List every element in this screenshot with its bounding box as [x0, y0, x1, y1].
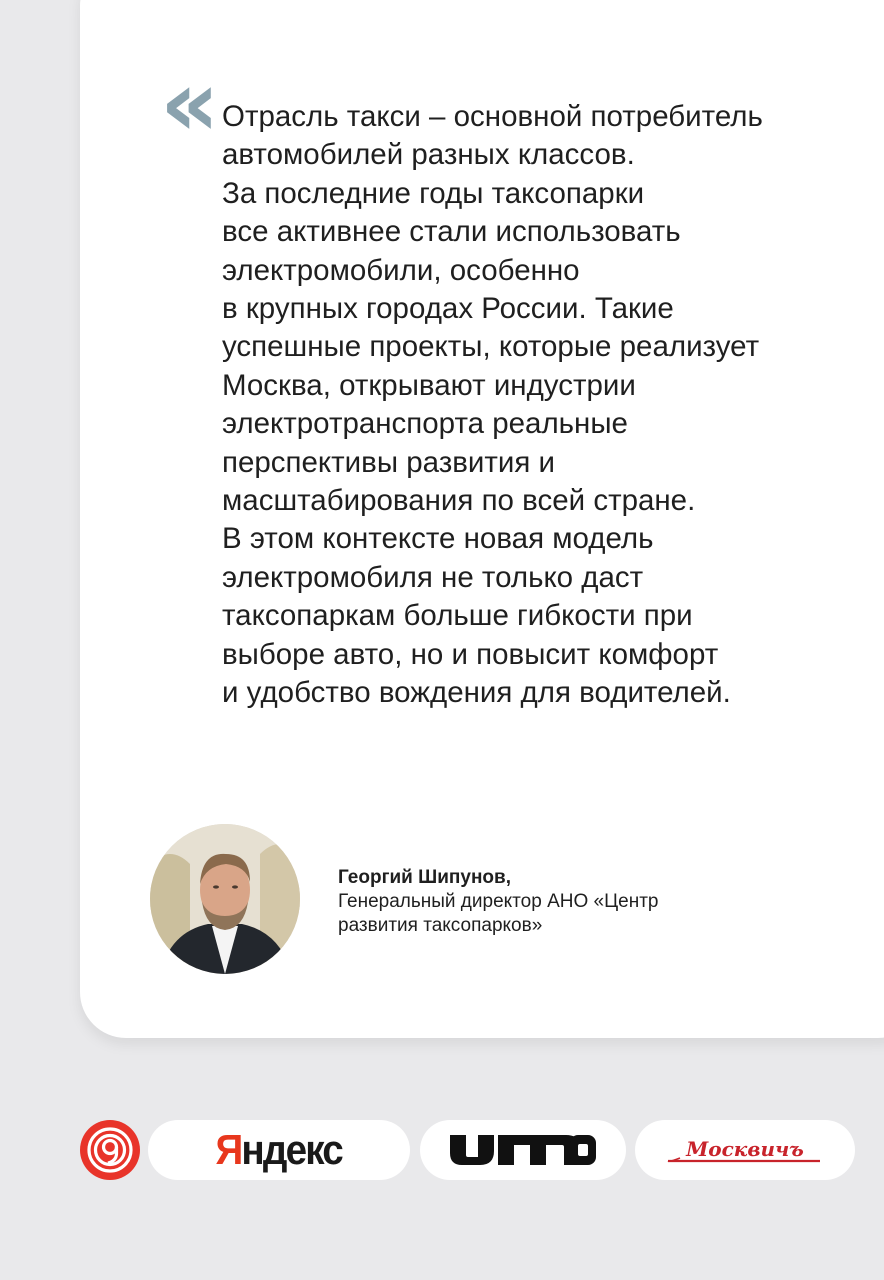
umo-logo	[420, 1120, 626, 1180]
quote-line: электромобили, особенно	[222, 253, 580, 287]
quote-line: Отрасль такси – основной потребитель	[222, 100, 763, 133]
author-name: Георгий Шипунов,	[338, 867, 511, 888]
quote-line: За последние годы таксопарки	[222, 176, 645, 210]
quote-line: выборе авто, но и повысит комфорт	[222, 637, 719, 671]
avatar-portrait-icon	[150, 824, 300, 974]
quote-line: перспективы развития и	[222, 445, 556, 479]
avatar	[150, 824, 300, 974]
quote-line: автомобилей разных классов.	[222, 138, 635, 172]
quote-mark-icon: «	[160, 50, 214, 157]
quote-line: электротранспорта реальные	[222, 407, 628, 441]
quote-line: успешные проекты, которые реализует	[222, 330, 760, 364]
quote-line: в крупных городах России. Такие	[222, 292, 674, 326]
quote-line: все активнее стали использовать	[222, 215, 681, 249]
quote-line: электромобиля не только даст	[222, 560, 644, 594]
quote-line: таксопаркам больше гибкости при	[222, 599, 693, 633]
yandex-logo	[148, 1120, 410, 1180]
quote-line: и удобство вождения для водителей.	[222, 676, 731, 710]
svg-text:Москвичъ: Москвичъ	[686, 1137, 804, 1161]
quote-line: В этом контексте новая модель	[222, 522, 654, 556]
moskvich-logo-icon	[660, 1130, 830, 1170]
author-role: Генеральный директор АНО «Центр	[338, 891, 659, 912]
author-role: развития таксопарков»	[338, 915, 543, 936]
quote-line: Москва, открывают индустрии	[222, 368, 636, 402]
yandex-logo-text: Яндекс	[215, 1126, 343, 1173]
umo-logo-icon	[448, 1133, 598, 1167]
quote-text	[222, 98, 842, 713]
moskvich-logo	[635, 1120, 855, 1180]
author-caption	[338, 866, 758, 938]
moscow-logo-icon	[80, 1120, 140, 1180]
quote-line: масштабирования по всей стране.	[222, 484, 696, 518]
partner-logos	[80, 1120, 804, 1180]
